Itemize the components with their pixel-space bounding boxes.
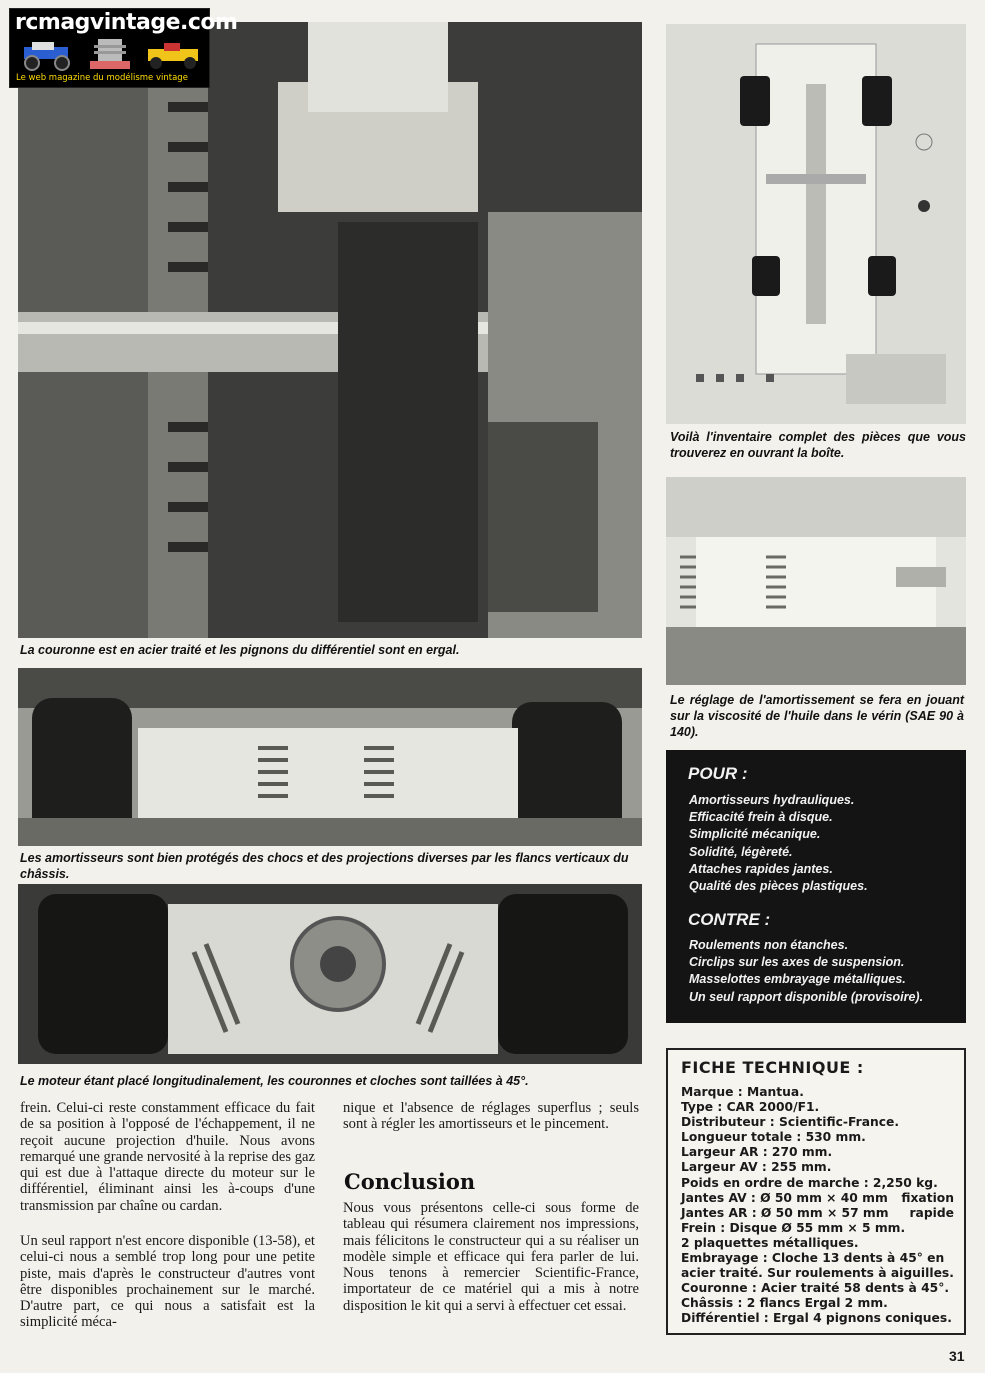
article-col2-paragraph: nique et l'absence de réglages superflus ; seuls sont à régler les amortisseurs et le pincement. [343, 1100, 639, 1133]
pour-heading: POUR : [688, 764, 748, 783]
photo-front-shocks [18, 668, 642, 846]
contre-item: Masselottes embrayage métalliques. [689, 972, 906, 987]
pros-cons-box [666, 750, 966, 1023]
site-name: rcmagvintage.com [15, 10, 238, 35]
fiche-technique-box [666, 1048, 966, 1335]
fiche-line: Largeur AR : 270 mm. [681, 1145, 833, 1160]
fiche-jantes-av: Jantes AV : Ø 50 mm × 40 mm [681, 1190, 888, 1205]
contre-item: Roulements non étanches. [689, 938, 849, 952]
rc-car-icon [18, 39, 78, 71]
fiche-line: Différentiel : Ergal 4 pignons coniques. [681, 1311, 952, 1326]
caption-shock-adjust: Le réglage de l'amortissement se fera en jouant sur la viscosité de l'huile dans le vérin (SAE 90 à 140). [670, 693, 964, 739]
fiche-line: 2 plaquettes métalliques. [681, 1235, 859, 1250]
photo-kit-inventory [666, 24, 966, 424]
fiche-line: Largeur AV : 255 mm. [681, 1160, 832, 1175]
fiche-line: Poids en ordre de marche : 2,250 kg. [681, 1175, 938, 1190]
photo-shock-adjust [666, 477, 966, 685]
photo-differential-gears [18, 22, 642, 638]
contre-item: Un seul rapport disponible (provisoire). [689, 989, 924, 1004]
pour-item: Qualité des pièces plastiques. [689, 879, 868, 894]
fiche-line: Marque : Mantua. [681, 1085, 804, 1099]
fiche-line-jantes-av [681, 1191, 954, 1206]
fiche-line: Embrayage : Cloche 13 dents à 45° en [681, 1251, 945, 1266]
fiche-line: Type : CAR 2000/F1. [681, 1100, 820, 1115]
photo-rear-motor [18, 884, 642, 1064]
conclusion-heading: Conclusion [344, 1169, 476, 1194]
pour-item: Efficacité frein à disque. [689, 810, 833, 825]
fiche-jantes-ar: Jantes AR : Ø 50 mm × 57 mm [681, 1205, 889, 1220]
pour-list [689, 792, 868, 895]
fiche-list [681, 1085, 954, 1327]
fiche-line: Couronne : Acier traité 58 dents à 45°. [681, 1281, 950, 1296]
fiche-heading: FICHE TECHNIQUE : [681, 1058, 864, 1077]
contre-heading: CONTRE : [688, 910, 771, 929]
pour-item: Solidité, légèreté. [689, 844, 793, 859]
fiche-jantes-av-note: fixation [901, 1190, 954, 1205]
fiche-line: acier traité. Sur roulements à aiguilles. [681, 1266, 954, 1281]
conclusion-paragraph: Nous vous présentons celle-ci sous forme de tableau qui résumera clairement nos impressions, mais félicitons le constructeur qui a su réaliser un modèle simple et efficace qui fera parler de lui. Nous tenons à remercier Scientific-France, importateur de ce matériel qui a mis à notre disposition le kit qui a servi à effectuer cet essai. [343, 1200, 639, 1314]
fiche-jantes-ar-note: rapide [909, 1205, 954, 1220]
page-number: 31 [949, 1348, 965, 1364]
site-logo [9, 8, 238, 88]
kart-icon [144, 39, 204, 71]
pour-item: Amortisseurs hydrauliques. [689, 793, 855, 807]
article-col1-paragraph1: frein. Celui-ci reste constamment efficace du fait de sa position à l'opposé de l'échappement, il ne reçoit aucune projection d'huile. Nous avons remarqué une grande nervosité à la reprise des gaz qui est due à l'attaque directe du moteur sur le différentiel, éliminant ainsi les à-coups d'une transmission par chaîne ou cardan. [20, 1100, 315, 1214]
contre-item: Circlips sur les axes de suspension. [689, 955, 905, 970]
engine-icon [88, 35, 134, 73]
caption-rear-motor: Le moteur étant placé longitudinalement, les couronnes et cloches sont taillées à 45°. [20, 1074, 529, 1088]
pour-item: Simplicité mécanique. [689, 827, 821, 842]
caption-front-shocks: Les amortisseurs sont bien protégés des chocs et des projections diverses par les flancs verticaux du châssis. [20, 851, 629, 881]
caption-kit-inventory: Voilà l'inventaire complet des pièces que vous trouverez en ouvrant la boîte. [670, 430, 966, 460]
article-col1-paragraph2: Un seul rapport n'est encore disponible (13-58), et celui-ci nous a semblé trop long pour une petite piste, mais d'après le constructeur d'autres vont être disponibles prochainement sur le marché. D'autre part, ce qui nous a satisfait est la simplicité méca- [20, 1233, 315, 1331]
fiche-line: Distributeur : Scientific-France. [681, 1115, 900, 1130]
contre-list [689, 937, 923, 1006]
site-tagline: Le web magazine du modélisme vintage [16, 73, 188, 83]
fiche-line: Longueur totale : 530 mm. [681, 1130, 866, 1145]
pour-item: Attaches rapides jantes. [689, 861, 833, 876]
fiche-line: Châssis : 2 flancs Ergal 2 mm. [681, 1296, 888, 1311]
fiche-line: Frein : Disque Ø 55 mm × 5 mm. [681, 1220, 906, 1235]
caption-differential-gears: La couronne est en acier traité et les pignons du différentiel sont en ergal. [20, 643, 460, 657]
fiche-line-jantes-ar [681, 1206, 954, 1221]
